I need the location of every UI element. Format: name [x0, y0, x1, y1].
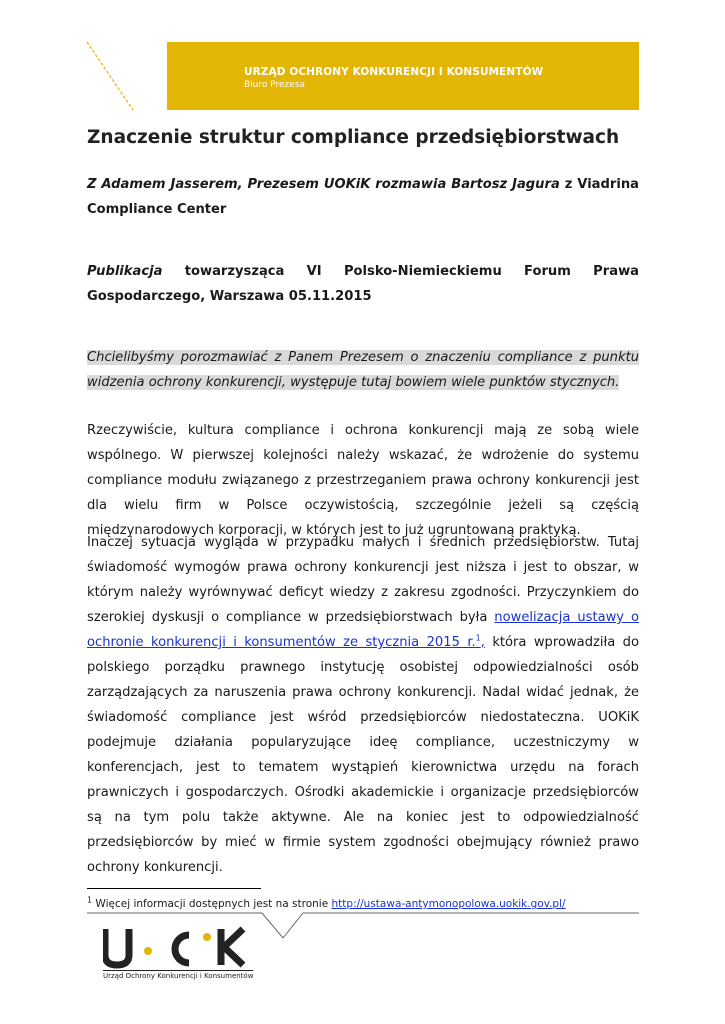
byline: [87, 172, 639, 222]
footnote-separator: [87, 888, 261, 889]
byline-interviewee: Z Adamem Jasserem, Prezesem UOKiK rozmawia Bartosz Jagura: [87, 177, 560, 192]
page-title: Znaczenie struktur compliance przedsiębiorstwach: [87, 127, 620, 148]
footnote-link[interactable]: http://ustawa-antymonopolowa.uokik.gov.pl/: [331, 898, 566, 910]
organization-name: URZĄD OCHRONY KONKURENCJI I KONSUMENTÓW: [244, 66, 544, 78]
office-name: Biuro Prezesa: [244, 80, 306, 90]
interview-question: [87, 345, 639, 395]
answer-p2-text-start: Inaczej sytuacja wygląda w przypadku małych i średnich przedsiębiorstw. Tutaj świadomość wymogów prawa ochrony konkurencji jest niższa i jest to obszar, w którym należy wyrównywać deficyt wiedzy z zakresu zgodności. Przyczynkiem do szerokiej dyskusji o compliance w przedsiębiorstwach była: [87, 535, 639, 625]
answer-paragraph-1: Rzeczywiście, kultura compliance i ochrona konkurencji mają ze sobą wiele wspólnego. W pierwszej kolejności należy wskazać, że wdrożenie do systemu compliance modułu związanego z przestrzeganiem prawa ochrony konkurencji jest dla wielu firm w Polsce oczywistością, szczególnie jeżeli są częścią międzynarodowych korporacji, w których jest to już ugruntowaną praktyką.: [87, 423, 639, 538]
publication-label: Publikacja: [87, 264, 163, 279]
footnote-number: 1: [87, 895, 93, 905]
answer-paragraph-2: [87, 530, 639, 880]
publication-text: towarzysząca VI Polsko-Niemieckiemu Forum Prawa Gospodarczego, Warszawa 05.11.2015: [87, 264, 639, 304]
uokik-logo-caption: Urząd Ochrony Konkurencji i Konsumentów: [103, 972, 254, 980]
footnote-ref[interactable]: 1: [475, 633, 481, 643]
amendment-link-text[interactable]: nowelizacja ustawy o ochronie konkurencji i konsumentów ze stycznia 2015 r.: [87, 610, 639, 650]
question-text: Chcielibyśmy porozmawiać z Panem Prezesem o znaczeniu compliance z punktu widzenia ochrony konkurencji, występuje tutaj bowiem wiele punktów stycznych.: [87, 350, 639, 390]
amendment-link-tail[interactable]: ,: [480, 635, 485, 650]
uokik-logo-mark: [103, 925, 253, 969]
publication-note: [87, 259, 639, 309]
banner-diagonal-decoration: [0, 0, 725, 130]
footnote-text: Więcej informacji dostępnych jest na stronie: [92, 898, 332, 910]
byline-connector: z Viadrina Compliance Center: [87, 177, 639, 217]
answer-p2-text-end: która wprowadziła do polskiego porządku prawnego instytucję osobistej odpowiedzialności osób zarządzających za naruszenia prawa ochrony konkurencji. Nadal widać jednak, że świadomość compliance jest wśród przedsiębiorców niedostateczna. UOKiK podejmuje działania popularyzujące ideę compliance, uczestniczymy w konferencjach, jest to tematem wystąpień kierownictwa urzędu na forach prawniczych i gospodarczych. Ośrodki akademickie i organizacje przedsiębiorców są na tym polu także aktywne. Ale na koniec jest to odpowiedzialność przedsiębiorców by mieć w firmie system zgodności obejmujący również prawo ochrony konkurencji.: [87, 635, 639, 875]
